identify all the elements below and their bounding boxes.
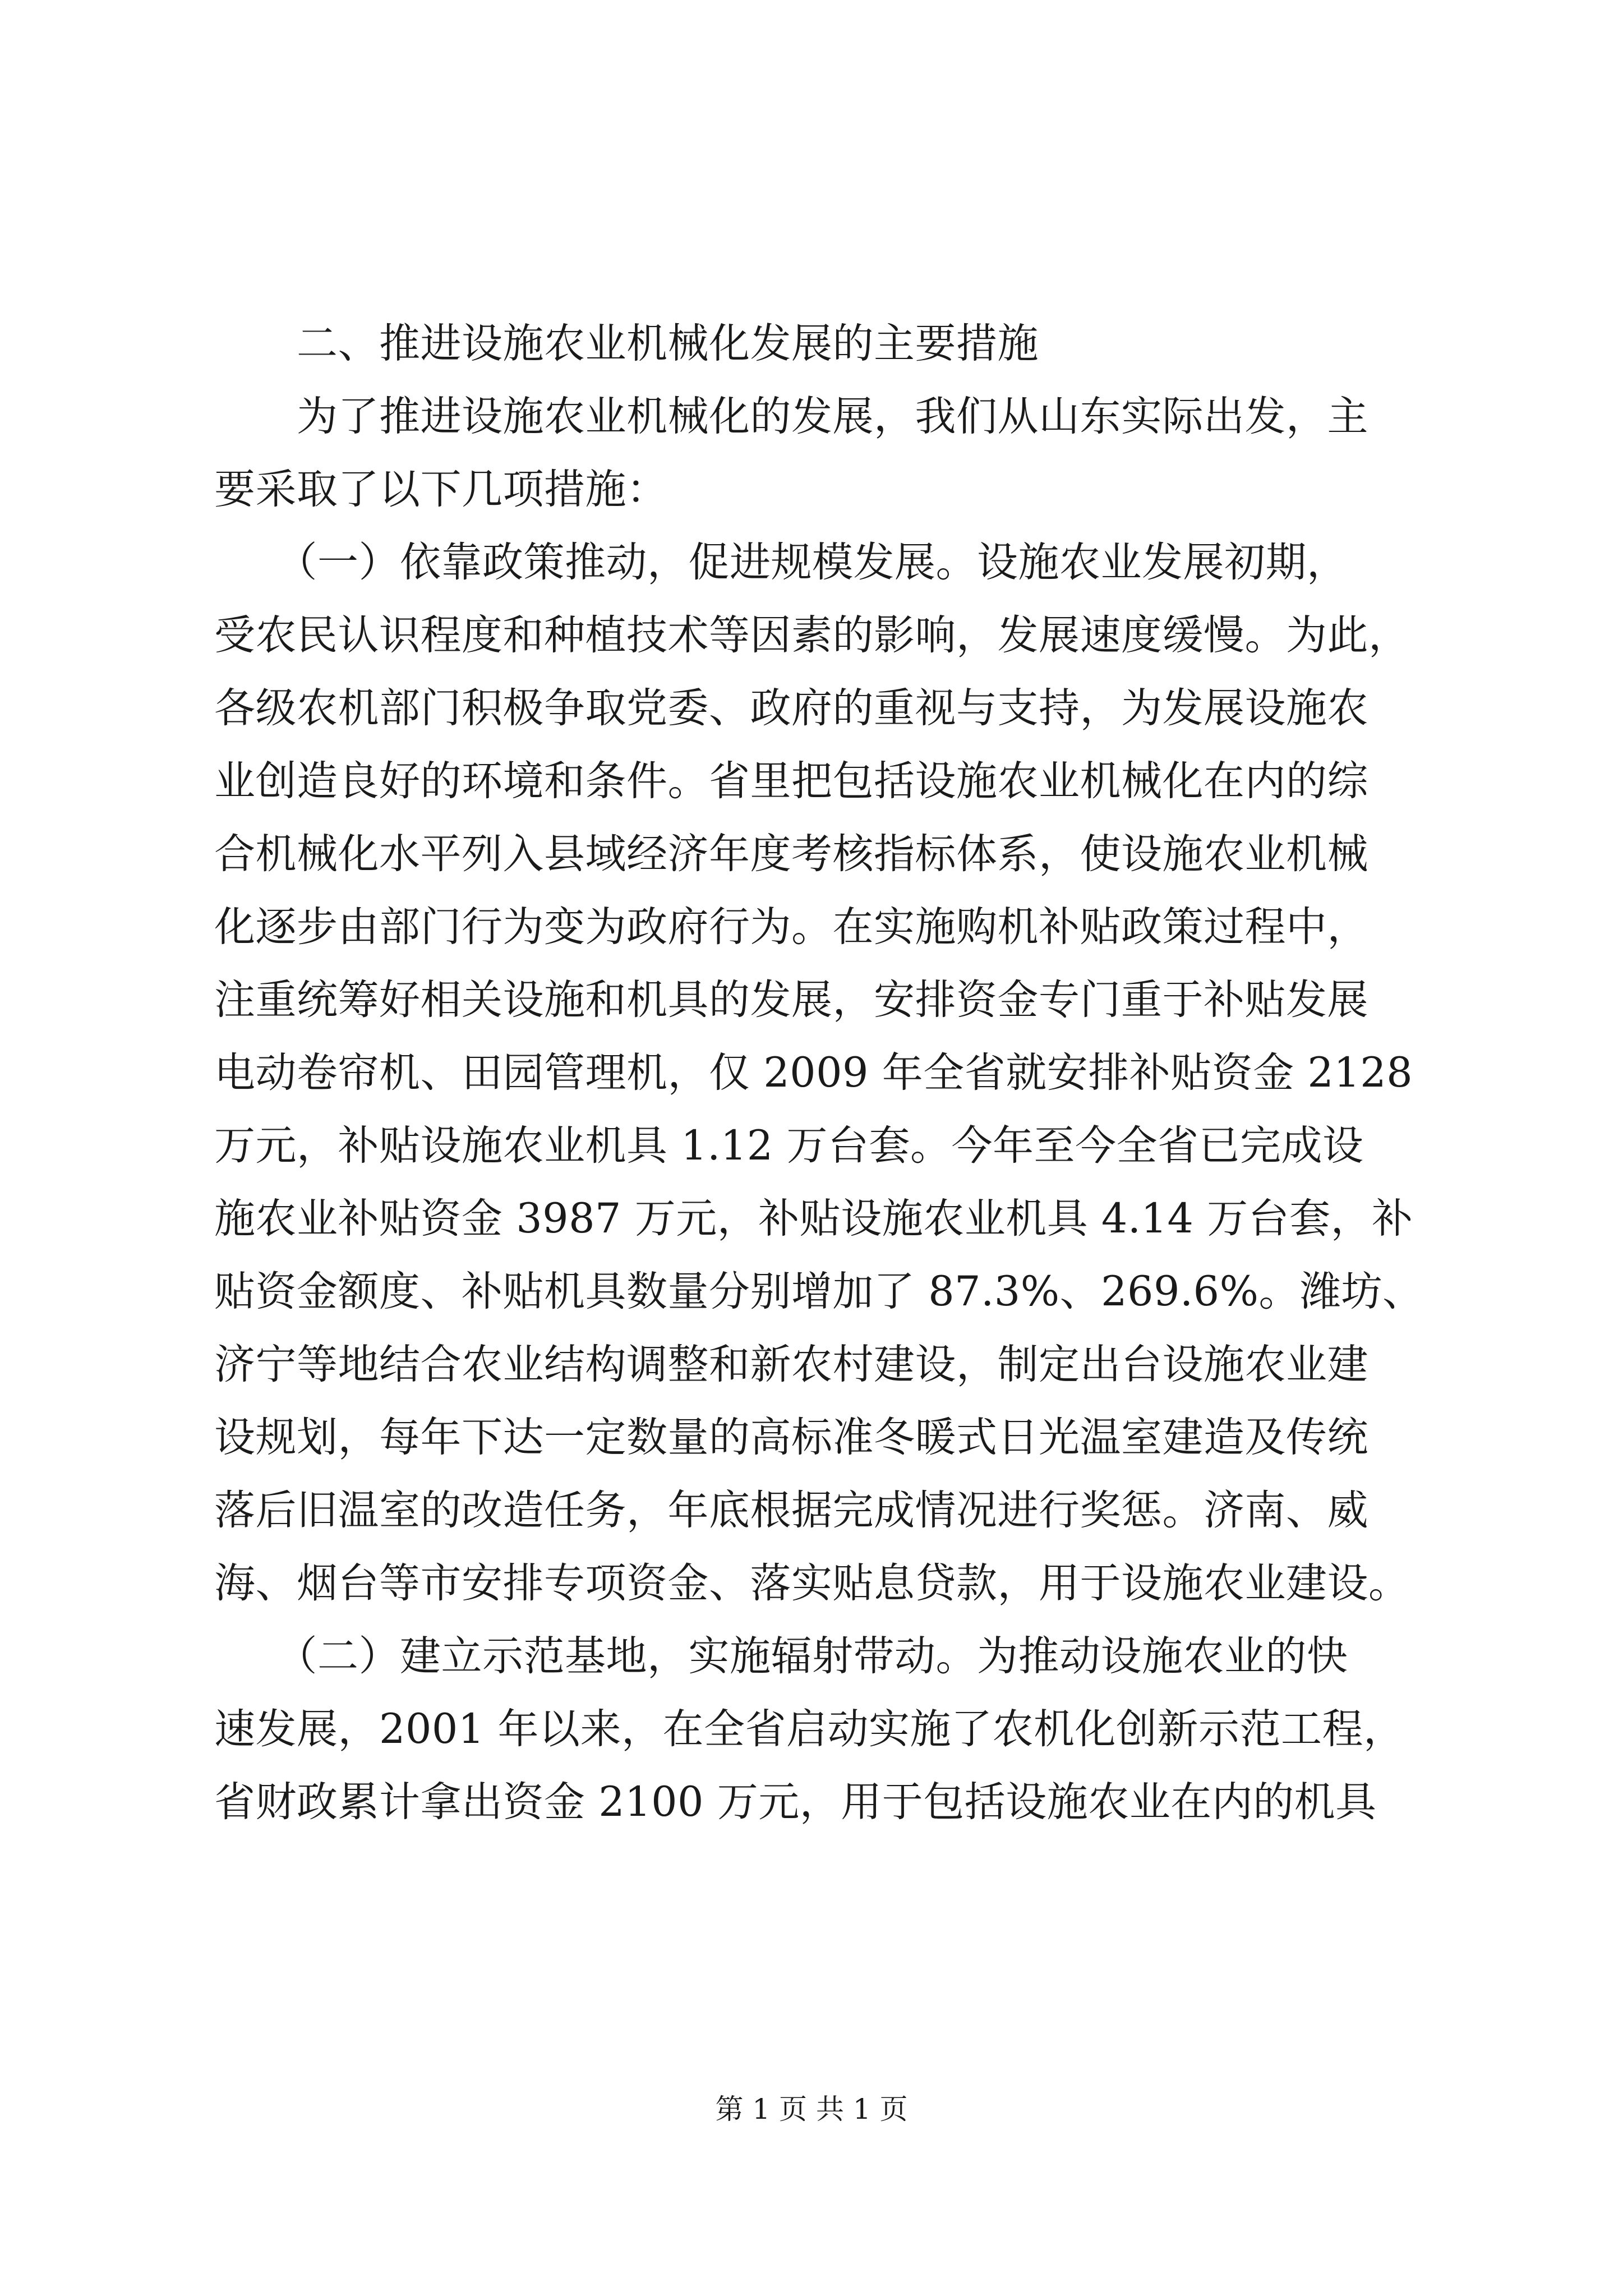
text-line: 二、推进设施农业机械化发展的主要措施	[214, 320, 1039, 367]
text-line: 海、烟台等市安排专项资金、落实贴息贷款，用于设施农业建设。	[214, 1559, 1410, 1607]
text-line: 各级农机部门积极争取党委、政府的重视与支持，为发展设施农	[214, 684, 1368, 732]
text-line: 万元，补贴设施农业机具 1.12 万台套。今年至今全省已完成设	[214, 1122, 1364, 1170]
text-line: 施农业补贴资金 3987 万元，补贴设施农业机具 4.14 万台套，补	[214, 1195, 1413, 1243]
text-line: 注重统筹好相关设施和机具的发展，安排资金专门重于补贴发展	[214, 976, 1368, 1024]
text-line: 要采取了以下几项措施：	[214, 466, 668, 513]
text-line: 落后旧温室的改造任务，年底根据完成情况进行奖惩。济南、威	[214, 1487, 1368, 1534]
text-line: 速发展，2001 年以来，在全省启动实施了农机化创新示范工程，	[214, 1705, 1405, 1753]
text-line: 受农民认识程度和种植技术等因素的影响，发展速度缓慢。为此，	[214, 611, 1410, 659]
text-line: （二）建立示范基地，实施辐射带动。为推动设施农业的快	[214, 1632, 1348, 1680]
page-number-footer: 第 1 页 共 1 页	[715, 2093, 908, 2125]
text-line: 业创造良好的环境和条件。省里把包括设施农业机械化在内的综	[214, 757, 1368, 805]
text-line: 为了推进设施农业机械化的发展，我们从山东实际出发，主	[214, 393, 1368, 440]
text-line: 电动卷帘机、田园管理机，仅 2009 年全省就安排补贴资金 2128	[214, 1049, 1413, 1097]
text-line: 设规划，每年下达一定数量的高标准冬暖式日光温室建造及传统	[214, 1414, 1368, 1461]
document-body	[214, 307, 1424, 1839]
text-line: 济宁等地结合农业结构调整和新农村建设，制定出台设施农业建	[214, 1341, 1368, 1388]
text-line: 化逐步由部门行为变为政府行为。在实施购机补贴政策过程中，	[214, 903, 1368, 951]
text-line: 省财政累计拿出资金 2100 万元，用于包括设施农业在内的机具	[214, 1778, 1377, 1826]
text-line: （一）依靠政策推动，促进规模发展。设施农业发展初期，	[214, 539, 1348, 586]
text-line: 贴资金额度、补贴机具数量分别增加了 87.3%、269.6%。潍坊、	[214, 1268, 1424, 1315]
text-line: 合机械化水平列入县域经济年度考核指标体系，使设施农业机械	[214, 830, 1368, 878]
